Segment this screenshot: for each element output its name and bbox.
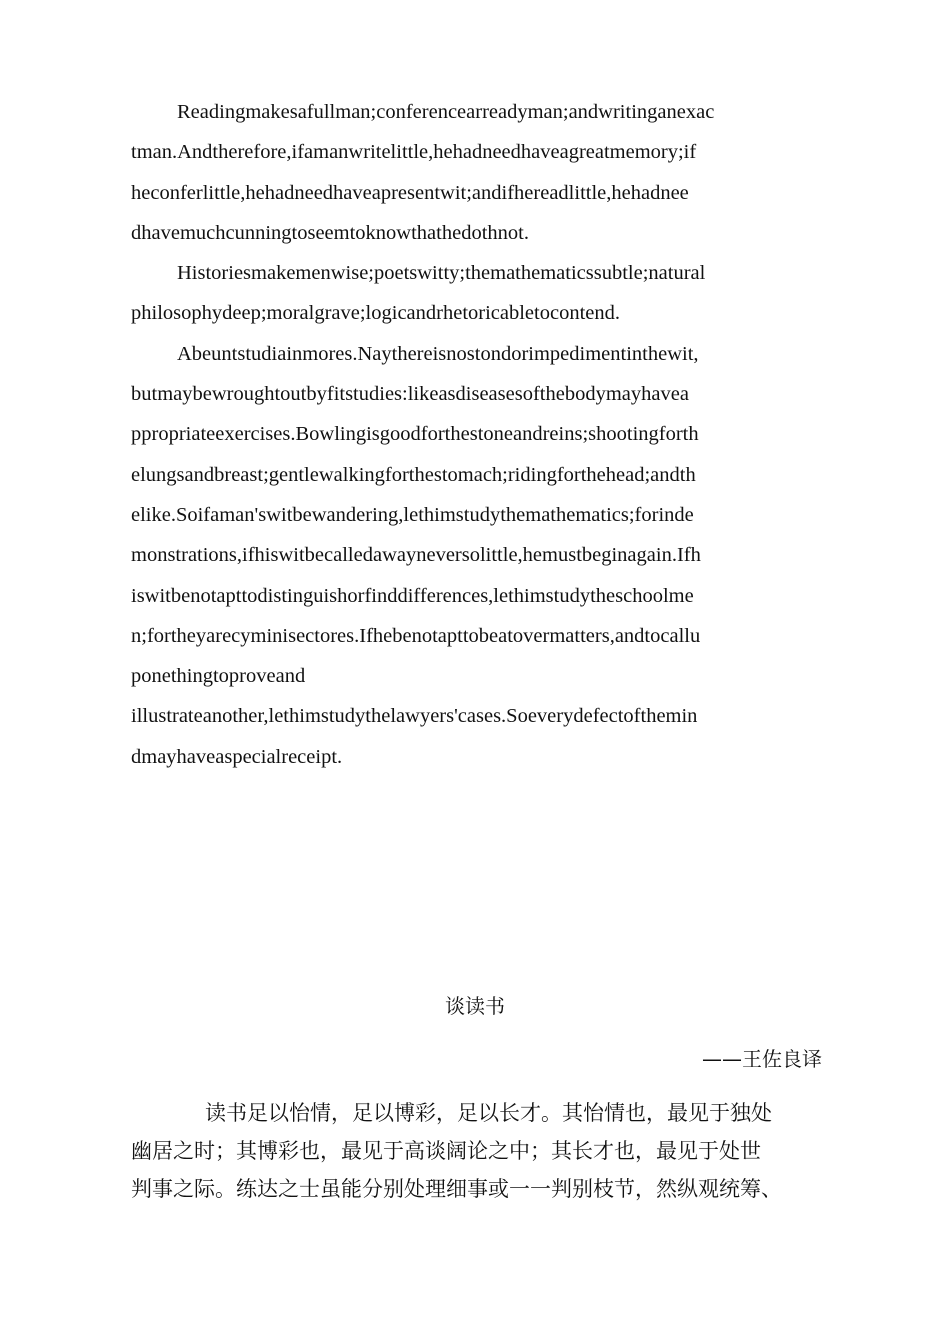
english-line: elungsandbreast;gentlewalkingforthestomach;ridingforthehead;andth <box>131 463 696 486</box>
english-line: illustrateanother,lethimstudythelawyers'cases.Soeverydefectofthemin <box>131 705 698 728</box>
english-text-block <box>131 92 821 777</box>
english-line: ponethingtoproveand <box>131 665 306 688</box>
english-line: Abeuntstudiainmores.Naythereisnostondorimpedimentinthewit, <box>177 342 699 365</box>
chinese-line: 判事之际。练达之士虽能分别处理细事或一一判别枝节，然纵观统筹、 <box>131 1177 782 1201</box>
english-line: heconferlittle,hehadneedhaveapresentwit;andifhereadlittle,hehadnee <box>131 181 689 204</box>
english-line: n;fortheyarecyminisectores.Ifhebenotapttobeatovermatters,andtocallu <box>131 624 701 647</box>
english-line: Readingmakesafullman;conferencearreadyman;andwritinganexac <box>177 101 715 123</box>
english-line: elike.Soifaman'switbewandering,lethimstudythemathematics;forinde <box>131 503 694 526</box>
english-line: iswitbenotapttodistinguishorfinddifferences,lethimstudytheschoolme <box>131 584 694 607</box>
english-line: ppropriateexercises.Bowlingisgoodforthestoneandreins;shootingforth <box>131 423 699 446</box>
chinese-line: 读书足以怡情，足以博彩，足以长才。其怡情也，最见于独处 <box>205 1101 772 1125</box>
english-line: butmaybewroughtoutbyfitstudies:likeasdiseasesofthebodymayhavea <box>131 383 689 406</box>
chinese-text-block <box>131 1094 831 1208</box>
english-line: Historiesmakemenwise;poetswitty;themathematicssubtle;natural <box>177 262 706 285</box>
english-line: dmayhaveaspecialreceipt. <box>131 745 343 768</box>
translator-credit: ——王佐良译 <box>702 1047 822 1071</box>
english-line: tman.Andtherefore,ifamanwritelittle,hehadneedhaveagreatmemory;if <box>131 141 697 164</box>
english-line: philosophydeep;moralgrave;logicandrhetoricabletocontend. <box>131 302 620 325</box>
chinese-line: 幽居之时；其博彩也，最见于高谈阔论之中；其长才也，最见于处世 <box>131 1139 761 1163</box>
english-line: monstrations,ifhiswitbecalledawayneversolittle,hemustbeginagain.Ifh <box>131 544 701 567</box>
english-line: dhavemuchcunningtoseemtoknowthathedothnot. <box>131 221 529 244</box>
chinese-title: 谈读书 <box>445 994 505 1018</box>
